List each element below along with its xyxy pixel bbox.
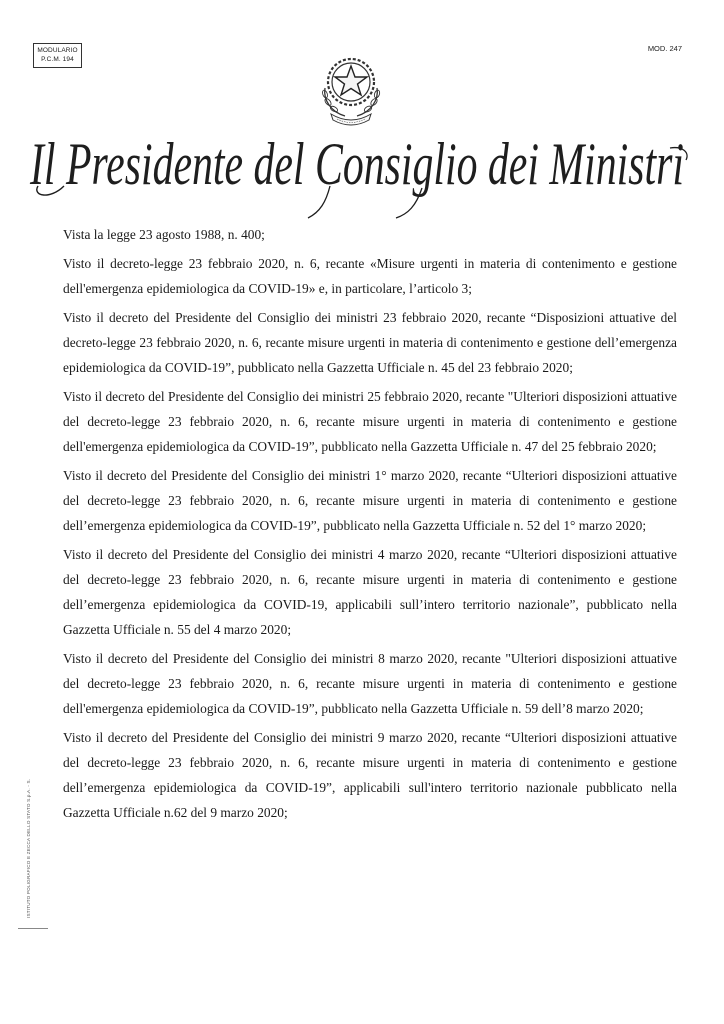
paragraph-5: Visto il decreto del Presidente del Consiglio dei ministri 1° marzo 2020, recante “Ulteriori disposizioni attuative del decreto-legge 23 febbraio 2020, n. 6, recante misure urgenti in materia di contenimento e gestione dell’emergenza epidemiologica da COVID-19”, pubblicato nella Gazzetta Ufficiale n. 52 del 1° marzo 2020; (63, 468, 677, 533)
letterhead-title (30, 126, 694, 222)
paragraph-3: Visto il decreto del Presidente del Consiglio dei ministri 23 febbraio 2020, recante “Disposizioni attuative del decreto-legge 23 febbraio 2020, n. 6, recante misure urgenti in materia di contenimento e gestione dell’emergenza epidemiologica da COVID-19”, pubblicato nella Gazzetta Ufficiale n. 45 del 23 febbraio 2020; (63, 310, 677, 375)
form-code-box (33, 43, 82, 68)
printer-imprint: ISTITUTO POLIGRAFICO E ZECCA DELLO STATO S.p.A. - S. (26, 778, 31, 918)
paragraph-1: Vista la legge 23 agosto 1988, n. 400; (63, 227, 265, 242)
paragraph-6: Visto il decreto del Presidente del Consiglio dei ministri 4 marzo 2020, recante “Ulteriori disposizioni attuative del decreto-legge 23 febbraio 2020, n. 6, recante misure urgenti in materia di contenimento e gestione dell’emergenza epidemiologica da COVID-19, applicabili sull’intero territorio nazionale”, pubblicato nella Gazzetta Ufficiale n. 55 del 4 marzo 2020; (63, 547, 677, 637)
form-code-line-1: MODULARIO (37, 47, 78, 54)
paragraph-4: Visto il decreto del Presidente del Consiglio dei ministri 25 febbraio 2020, recante "Ulteriori disposizioni attuative del decreto-legge 23 febbraio 2020, n. 6, recante misure urgenti in materia di contenimento e gestione dell'emergenza epidemiologica da COVID-19”, pubblicato nella Gazzetta Ufficiale n. 47 del 25 febbraio 2020; (63, 389, 677, 454)
letterhead-text: Il Presidente del Consiglio dei Ministri (29, 131, 685, 197)
paragraph-2: Visto il decreto-legge 23 febbraio 2020, n. 6, recante «Misure urgenti in materia di contenimento e gestione dell'emergenza epidemiologica da COVID-19» e, in particolare, l’articolo 3; (63, 256, 677, 296)
margin-rule (18, 928, 48, 929)
paragraph-7: Visto il decreto del Presidente del Consiglio dei ministri 8 marzo 2020, recante "Ulteriori disposizioni attuative del decreto-legge 23 febbraio 2020, n. 6, recante misure urgenti in materia di contenimento e gestione dell'emergenza epidemiologica da COVID-19”, pubblicato nella Gazzetta Ufficiale n. 59 dell’8 marzo 2020; (63, 651, 677, 716)
form-code-line-2: P.C.M. 194 (41, 56, 74, 63)
paragraph-8: Visto il decreto del Presidente del Consiglio dei ministri 9 marzo 2020, recante “Ulteriori disposizioni attuative del decreto-legge 23 febbraio 2020, n. 6, recante misure urgenti in materia di contenimento e gestione dell’emergenza epidemiologica da COVID-19”, applicabili sull'intero territorio nazionale pubblicato nella Gazzetta Ufficiale n.62 del 9 marzo 2020; (63, 730, 677, 820)
model-code: MOD. 247 (647, 44, 682, 53)
republic-emblem-icon (317, 52, 385, 126)
decree-body (63, 222, 677, 829)
